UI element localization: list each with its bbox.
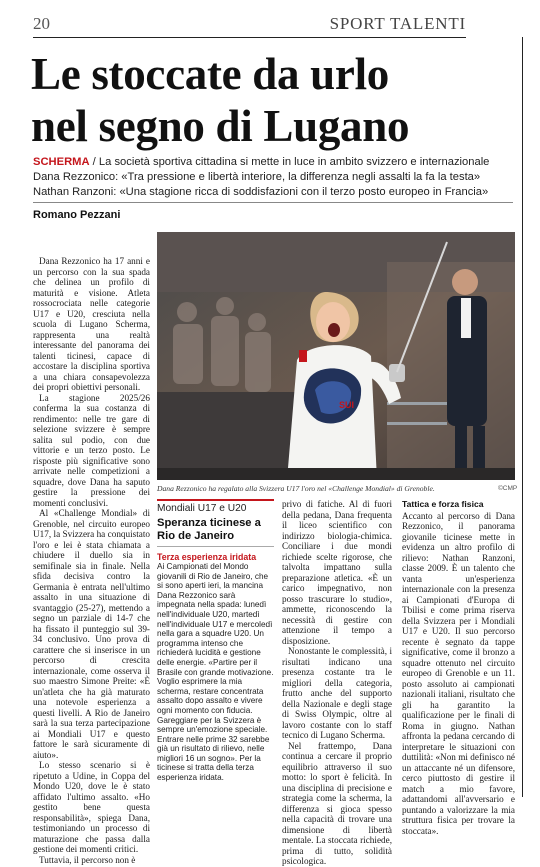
fencer-photo-illustration	[157, 232, 515, 480]
author-byline: Romano Pezzani	[33, 209, 121, 221]
mask-text: SUI	[339, 400, 355, 410]
paragraph: Lo stesso scenario si è ripetuto a Udine, in Coppa del Mondo U20, dove le è stato affidato l'ultimo assalto. «Ho gestito bene questa responsabilità», spiega Dana, testimoniando un processo di maturazione che passa dalla gestione dei momenti critici.	[33, 760, 150, 854]
box-rule	[157, 546, 274, 547]
article-column-3	[282, 499, 392, 866]
headline	[31, 48, 511, 152]
header-rule	[33, 37, 466, 38]
subhead-2: Dana Rezzonico: «Tra pressione e libertà interiore, la differenza negli assalti la fa la testa»	[33, 171, 481, 183]
subhead-1	[33, 155, 513, 169]
subhead-rule	[33, 202, 513, 203]
page-edge-rule	[522, 37, 523, 797]
kicker-label: SCHERMA	[33, 156, 90, 168]
article-photo	[157, 232, 515, 480]
paragraph: Nonostante le complessità, i risultati indicano una presenza costante tra le migliori della categoria, frutto anche del supporto della Nazionale e degli stage di Swiss Olympic, oltre al lavoro costante con lo staff tecnico di Lugano Scherma.	[282, 646, 392, 740]
box-subtitle: Terza esperienza iridata	[157, 552, 257, 562]
box-top-rule	[157, 499, 274, 501]
section-title: SPORT TALENTI	[329, 14, 466, 33]
headline-line-1: Le stoccate da urlo	[31, 49, 389, 99]
paragraph: Al «Challenge Mondial» di Grenoble, nel circuito europeo U17, la Svizzera ha conquistato l'oro e lei è stata chiamata a chiudere il duello sia in semifinale sia in finale. Nella sfida decisiva contro la Germania è entrata nell'ultimo assalto in una situazione di svantaggio (25-27), mettendo a segno un parziale di 14-7 che ha fissato il punteggio sul 39-34 conclusivo. Uno prova di carattere che si inserisce in un percorso di crescita internazionale, come osserva il suo maestro Simone Preite: «È un'atleta che ha già maturato una notevole esperienza a questi livelli. A Rio de Janeiro sarà la sua terza partecipazione ai Mondiali U17 e questo fattore le sarà sicuramente di aiuto».	[33, 508, 150, 760]
article-column-4	[402, 499, 515, 836]
subhead-3: Nathan Ranzoni: «Una stagione ricca di soddisfazioni con il terzo posto europeo in Francia»	[33, 186, 489, 198]
photo-credit: ©CMP	[498, 485, 518, 492]
paragraph: Tuttavia, il percorso non è	[39, 854, 136, 865]
box-body: Ai Campionati del Mondo giovanili di Rio de Janeiro, che si sono aperti ieri, la mancina Dana Rezzonico sarà impegnata nella spada: lunedì nell'individuale U20, martedì nell'individuale U17 e mercoledì nella gara a squadre U20. Un programma intenso che richiederà lucidità e gestione delle energie. «Partire per il Brasile con grande motivazione. Voglio esprimere la mia scherma, restare concentrata assalto dopo assalto e vivere ogni momento con fiducia. Gareggiare per la Svizzera è sempre un'emozione speciale. Entrare nelle prime 32 sarebbe già un risultato di rilievo, nelle migliori 16 un sogno». Per la ticinese si tratta della terza esperienza iridata.	[157, 562, 274, 783]
box-label: Mondiali U17 e U20	[157, 503, 247, 514]
paragraph: Nel frattempo, Dana continua a cercare il proprio equilibrio attraverso il suo motto: lo sport è felicità. In una disciplina di precisione e strategia come la scherma, la differenza si gioca spesso nella capacità di trovare una dimensione di libertà mentale. La stoccata richiede, prima di tutto, solidità psicologica.	[282, 740, 392, 866]
subhead-1-text: / La società sportiva cittadina si mette in luce in ambito svizzero e internazionale	[89, 156, 490, 168]
headline-line-2: nel segno di Lugano	[31, 101, 410, 151]
column-heading: Tattica e forza fisica	[402, 499, 484, 509]
photo-caption: Dana Rezzonico ha regalato alla Svizzera U17 l'oro nel «Challenge Mondial» di Grenoble.	[157, 484, 435, 493]
paragraph: La stagione 2025/26 conferma la sua costanza di rendimento: nelle tre gare di selezione svizzere è sempre salita sul podio, con due vittorie e un terzo posto. Le risposte più significative sono arrivate nelle competizioni a squadre, dove Dana ha saputo gestire la pressione dei momenti conclusivi.	[33, 392, 150, 508]
paragraph: Accanto al percorso di Dana Rezzonico, il panorama giovanile ticinese mette in evidenza un altro profilo di rilievo: Nathan Ranzoni, classe 2009. È un talento che vanta un'esperienza internazionale con la presenza ai Campionati d'Europa di Tbilisi e come prima riserva della Svizzera per i Mondiali U17 e U20. Il suo percorso recente è segnato da tappe significative, come il bronzo a squadre ottenuto nel circuito europeo di Grenoble e un 11. posto assoluto ai campionati nazionali italiani, risultato che gli ha garantito la qualificazione per le finali di Roma in giugno. Nathan affronta la pedana cercando di interpretare le situazioni con duttilità: «Non mi definisco né un attaccante né un difensore, cerco piuttosto di gestire il match a mio favore, adattandomi all'avversario e puntando a valorizzare la mia struttura fisica per trovare la stoccata».	[402, 510, 515, 836]
box-title: Speranza ticinese a Rio de Janeiro	[157, 517, 261, 542]
page-number: 20	[33, 14, 50, 33]
paragraph: Dana Rezzonico ha 17 anni e un percorso con la sua spada che delinea un profilo di maturità e visione. Atleta rossocrociata nelle categorie U17 e U20, cresciuta nella scuola di Lugano Scherma, rappresenta una realtà interessante del panorama dei talenti ticinesi, capace di accostare la disciplina sportiva a una chiara consapevolezza dei propri obiettivi personali.	[33, 256, 150, 392]
paragraph: privo di fatiche. Al di fuori della pedana, Dana frequenta il liceo scientifico con indirizzo biologia-chimica. Conciliare i due mondi richiede scelte rigorose, che talvolta impattano sulla preparazione atletica. «È un carico impegnativo, non posso trascurare lo studio», ammette, riconoscendo la necessità di gestire con attenzione il tempo a disposizione.	[282, 499, 392, 646]
article-column-1	[33, 256, 150, 865]
